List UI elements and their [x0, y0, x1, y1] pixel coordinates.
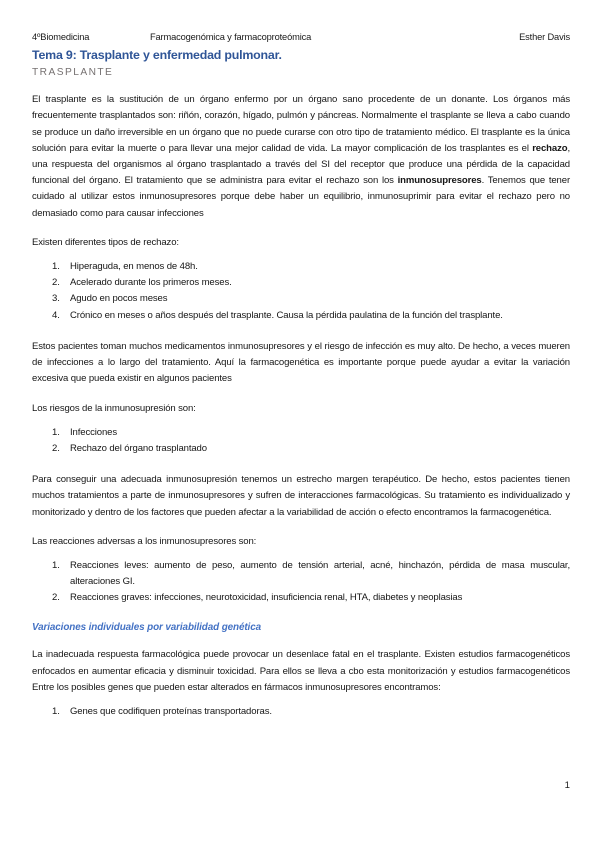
subsection-heading-genetic-variation: Variaciones individuales por variabilidad genética [32, 621, 261, 633]
list-item [32, 291, 570, 307]
paragraph-rejection-intro: Existen diferentes tipos de rechazo: [32, 236, 179, 248]
list-item [32, 704, 570, 720]
list-marker: 3. [52, 293, 60, 305]
list-marker: 1. [52, 261, 60, 273]
paragraph-risks-intro: Los riesgos de la inmunosupresión son: [32, 402, 196, 414]
intro-text-1: El trasplante es la sustitución de un órgano enfermo por un órgano sano procedente de un donante. Los órganos más frecuentemente trasplantados son: riñón, corazón, hígado, pulmón y páncreas. Normalmente el trasplante se lleva a cabo cuando se produce un daño irreversible en un órgano que no puede curarse con otro tipo de tratamiento médico. El trasplante es la única solución para evitar la muerte o para llevar una mejor calidad de vida. La mayor complicación de los trasplantes es el [32, 94, 570, 154]
intro-bold-rechazo: rechazo [532, 142, 568, 154]
list-marker: 4. [52, 309, 60, 321]
intro-bold-inmunosupresores: inmunosupresores [397, 175, 482, 187]
header-course: 4ºBiomedicina [32, 32, 90, 42]
section-heading-trasplante: TRASPLANTE [32, 66, 114, 78]
paragraph-genetic-body: La inadecuada respuesta farmacológica puede provocar un desenlace fatal en el trasplante. Existen estudios farmacogenéticos enfocados en aumentar eficacia y disminuir toxicidad. Para ellos se lleva a cbo esta monitorización y estudios farmacogenéticos Entre los posibles genes que pueden estar alterados en fármacos inmunosupresores encontramos: [32, 649, 570, 693]
paragraph-therapeutic-margin: Para conseguir una adecuada inmunosupresión tenemos un estrecho margen terapéutico. De hecho, estos pacientes tienen muchos tratamientos a parte de inmunosupresores y sufren de interacciones farmacológicas. Su tratamiento es individualizado y monitorizado y dentro de los factores que pueden afectar a la variabilidad de acción o efecto encontramos la farmacogenética. [32, 474, 570, 518]
list-altered-genes [32, 704, 570, 720]
header-subject: Farmacogenómica y farmacoproteómica [150, 32, 312, 42]
paragraph-adverse-intro: Las reacciones adversas a los inmunosupresores son: [32, 535, 257, 547]
page-title: Tema 9: Trasplante y enfermedad pulmonar. [32, 48, 282, 62]
list-item-text: Reacciones leves: aumento de peso, aumento de tensión arterial, acné, hinchazón, pérdida de masa muscular, alteraciones GI. [70, 559, 570, 588]
list-marker: 2. [52, 442, 60, 454]
list-rejection-types [32, 259, 570, 324]
list-item-text: Genes que codifiquen proteínas transportadoras. [70, 706, 272, 718]
header-author: Esther Davis [519, 32, 570, 42]
list-item-text: Rechazo del órgano trasplantado [70, 442, 207, 454]
intro-text-2: , una respuesta del organismos al órgano trasplantado a través del SI del receptor que produce una pérdida de la capacidad funcional del órgano. El tratamiento que se administra para evitar el rechazo son los [32, 142, 570, 187]
list-item [32, 425, 570, 441]
list-item [32, 275, 570, 291]
list-item-text: Reacciones graves: infecciones, neurotoxicidad, insuficiencia renal, HTA, diabetes y neoplasias [70, 592, 463, 604]
list-item [32, 590, 570, 606]
paragraph-intro [32, 92, 570, 222]
list-marker: 1. [52, 559, 60, 571]
list-immunosuppression-risks [32, 425, 570, 457]
list-item [32, 441, 570, 457]
list-marker: 2. [52, 592, 60, 604]
list-item-text: Crónico en meses o años después del trasplante. Causa la pérdida paulatina de la función del trasplante. [70, 309, 503, 321]
list-item-text: Hiperaguda, en menos de 48h. [70, 261, 198, 273]
intro-text-3: . Tenemos que tener cuidado al utilizar estos inmunosupresores porque debe haber un equilibrio, inmunosuprimir para evitar el rechazo pero no demasiado como para causar infecciones [32, 175, 570, 219]
document-running-header [32, 32, 570, 45]
list-adverse-reactions [32, 558, 570, 607]
list-item [32, 558, 570, 590]
list-marker: 2. [52, 277, 60, 289]
page-number: 1 [564, 780, 570, 791]
list-item [32, 259, 570, 275]
list-marker: 1. [52, 426, 60, 438]
list-item [32, 308, 570, 324]
list-item-text: Agudo en pocos meses [70, 293, 168, 305]
list-marker: 1. [52, 706, 60, 718]
list-item-text: Infecciones [70, 426, 117, 438]
paragraph-after-rejection: Estos pacientes toman muchos medicamentos inmunosupresores y el riesgo de infección es muy alto. De hecho, a veces mueren de infecciones a lo largo del tratamiento. Aquí la farmacogenética es importante porque puede ayudar a evitar la variación excesiva que pueda existir en algunos pacientes [32, 340, 570, 385]
list-item-text: Acelerado durante los primeros meses. [70, 277, 232, 289]
